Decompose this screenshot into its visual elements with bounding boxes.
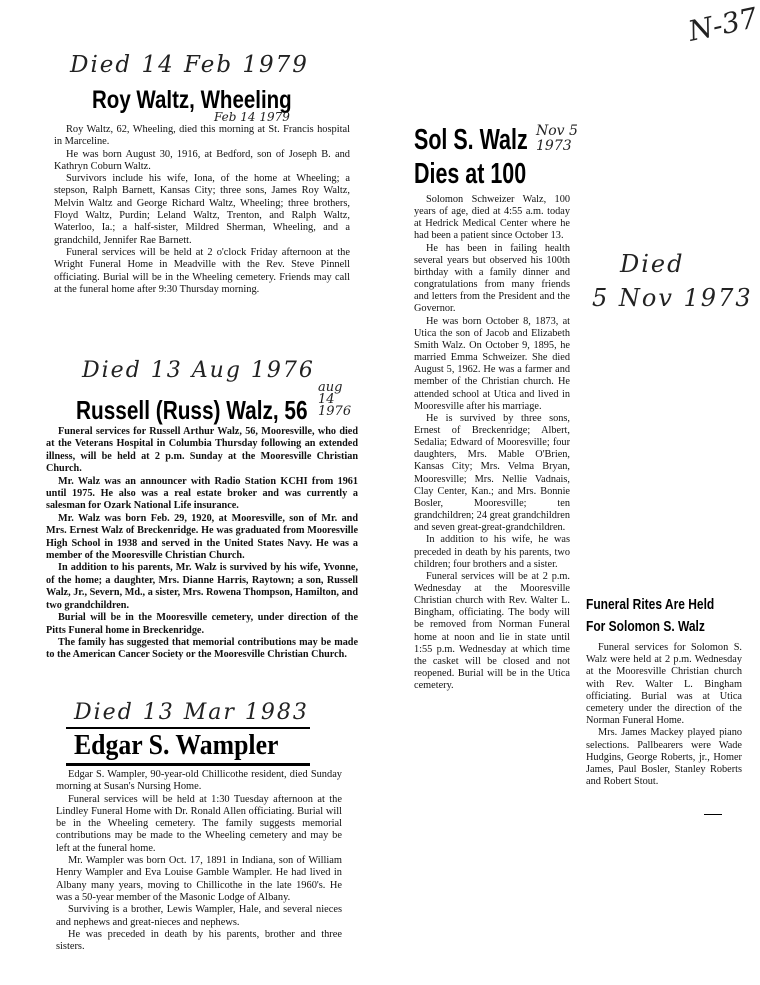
paragraph: Solomon Schweizer Walz, 100 years of age, died at 4:55 a.m. today at Hedrick Medical Center where he had been a patient since October 13.: [414, 194, 570, 242]
paragraph: Roy Waltz, 62, Wheeling, died this morning at St. Francis hospital in Marceline.: [54, 124, 350, 148]
paragraph: Mrs. James Mackey played piano selections. Pallbearers were Wade Hudgins, George Roberts, jr., Homer James, Paul Bosler, Stanley Roberts and Robert Stout.: [586, 727, 742, 788]
article-body-sol-walz: [414, 194, 570, 692]
margin-note-russell-walz: aug 14 1976: [318, 380, 352, 419]
paragraph: Funeral services for Russell Arthur Walz, 56, Mooresville, who died at the Veterans Hospital in Columbia Thursday following an extended illness, will be held at 2 p.m. Sunday at the Mooresville Christian Church.: [46, 426, 358, 475]
article-body-edgar-wampler: [56, 769, 342, 953]
paragraph: Edgar S. Wampler, 90-year-old Chillicothe resident, died Sunday morning at Susan's Nursing Home.: [56, 769, 342, 793]
died-note-sol-walz-line1: Died: [620, 250, 685, 278]
paragraph: Mr. Walz was born Feb. 29, 1920, at Mooresville, son of Mr. and Mrs. Ernest Walz of Breckenridge. He was graduated from Mooresville High School in 1938 and served in the United States Navy. He was a member of the Mooresville Christian Church.: [46, 512, 358, 562]
paragraph: He was born October 8, 1873, at Utica the son of Jacob and Elizabeth Smith Walz. On October 9, 1895, he married Emma Schweizer. She died August 5, 1962. He was a farmer and member of the Christian church. He attended school at Utica and lived in Mooresville after his marriage.: [414, 315, 570, 412]
headline-russell-walz: Russell (Russ) Walz, 56: [76, 395, 308, 425]
died-note-russell-walz: Died 13 Aug 1976: [82, 358, 315, 383]
paragraph: Mr. Wampler was born Oct. 17, 1891 in Indiana, son of William Henry Wampler and Eva Louise Gamble Wampler. He had lived in Albany many years, moving to Chillicothe in the late 1960's. He was a 50-year member of the Masonic Lodge of Albany.: [56, 855, 342, 903]
died-note-edgar-wampler: Died 13 Mar 1983: [74, 700, 309, 725]
paragraph: He has been in failing health several years but observed his 100th birthday with a family dinner and congratulations from many friends and letters from the President and the Governor.: [414, 242, 570, 315]
headline-funeral-rites-line1: Funeral Rites Are Held: [586, 596, 715, 613]
page-number-mark: N-37: [685, 1, 760, 48]
paragraph: He was preceded in death by his parents, brother and three sisters.: [56, 928, 342, 953]
paragraph: In addition to his parents, Mr. Walz is survived by his wife, Yvonne, of the home; a daughter, Mrs. Dianne Harris, Raytown; a son, Russell Walz, Jr., Severn, Md., a sister, Mrs. Rowena Thompson, Hamilton, and two grandchildren.: [46, 562, 358, 611]
paragraph: Burial will be in the Mooresville cemetery, under direction of the Pitts Funeral home in Breckenridge.: [46, 612, 358, 636]
headline-roy-waltz: Roy Waltz, Wheeling: [92, 86, 292, 114]
died-note-roy-waltz: Died 14 Feb 1979: [70, 52, 309, 78]
headline-sol-walz-line2: Dies at 100: [414, 158, 527, 190]
paragraph: He was born August 30, 1916, at Bedford, son of Joseph B. and Kathryn Coburn Waltz.: [54, 148, 350, 172]
headline-rule-edgar-wampler-bottom: [66, 763, 310, 766]
paragraph: Funeral services will be at 2 p.m. Wednesday at the Mooresville Christian church with Rev. Walter L. Bingham, officiating. The body will be removed from Norman Funeral home at noon and lie in state until 1:55 p.m. Wednesday at which time the casket will be closed and not reopened. Burial will be in the Utica cemetery.: [414, 570, 570, 692]
died-note-sol-walz-line2: 5 Nov 1973: [592, 284, 753, 312]
headline-edgar-wampler: Edgar S. Wampler: [74, 730, 279, 761]
paragraph: In addition to his wife, he was preceded in death by his parents, two children; four brothers and a sister.: [414, 534, 570, 570]
margin-note-sol-walz: Nov 5 1973: [536, 123, 578, 154]
article-body-funeral-rites: [586, 642, 742, 788]
headline-sol-walz-line1: Sol S. Walz: [414, 124, 528, 156]
paragraph: Funeral services for Solomon S. Walz were held at 2 p.m. Wednesday at the Mooresville Christian church with Rev. Walter L. Bingham officiating. Burial was at Utica cemetery under the direction of the Norman Funeral Home.: [586, 642, 742, 727]
article-body-roy-waltz: [54, 124, 350, 296]
end-rule-funeral-rites: [704, 814, 722, 815]
paragraph: He is survived by three sons, Ernest of Breckenridge; Albert, Sedalia; Edward of Mooresville; four daughters, Mrs. Mable O'Brien, Kansas City; Mrs. Velma Bryan, Mooresville; Mrs. Nellie Vadnais, Clay Center, Kan.; and Mrs. Bonnie Bosler, Mooresville; ten grandchildren; 24 great grandchildren and seven great-great-grandchildren.: [414, 412, 570, 534]
paragraph: Survivors include his wife, Iona, of the home at Wheeling; a stepson, Ralph Barnett, Kansas City; three sons, James Roy Waltz, Melvin Waltz and George Richard Waltz, Wheeling; three brothers, Floyd Waltz, Purdin; Leland Waltz, Trenton, and Ralph Waltz, Waterloo, Ia.; a half-sister, Mildred Sherman, Wheeling, and a grandchild, Jennifer Rae Barnett.: [54, 173, 350, 246]
paragraph: Funeral services will be held at 2 o'clock Friday afternoon at the Wright Funeral Home in Meadville with the Rev. Steve Pinnell officiating. Burial will be in the Wheeling cemetery. Friends may call at the funeral home after 9:30 Thursday morning.: [54, 246, 350, 295]
paragraph: Mr. Walz was an announcer with Radio Station KCHI from 1961 until 1975. He also was a real estate broker and was currently a salesman for Ozark National Life insurance.: [46, 475, 358, 512]
margin-note-roy-waltz: Feb 14 1979: [214, 110, 290, 124]
article-body-russell-walz: [46, 426, 358, 662]
headline-funeral-rites-line2: For Solomon S. Walz: [586, 618, 705, 635]
paragraph: The family has suggested that memorial contributions may be made to the American Cancer Society or the Mooresville Christian Church.: [46, 636, 358, 661]
paragraph: Surviving is a brother, Lewis Wampler, Hale, and several nieces and nephews and great-nieces and nephews.: [56, 904, 342, 928]
headline-rule-edgar-wampler: [66, 727, 310, 729]
paragraph: Funeral services will be held at 1:30 Tuesday afternoon at the Lindley Funeral Home with Dr. Ronald Allen officiating. Burial will be in the Wheeling cemetery. The family suggests memorial contributions may be made to the Wheeling cemetery and may be left at the funeral home.: [56, 793, 342, 854]
